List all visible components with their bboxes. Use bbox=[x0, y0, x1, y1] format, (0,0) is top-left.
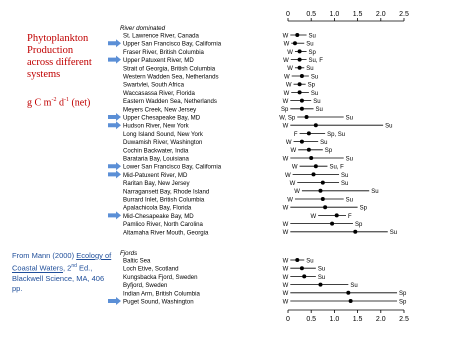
value-dot bbox=[295, 258, 299, 262]
x-tick-label: 2.5 bbox=[399, 11, 409, 18]
value-dot bbox=[305, 115, 309, 119]
value-dot bbox=[300, 266, 304, 270]
range-end-label: Su, F bbox=[329, 164, 344, 171]
range-start-label: W bbox=[282, 266, 289, 273]
units-base: g C m bbox=[27, 97, 52, 109]
site-label: Strait of Georgia, British Columbia bbox=[123, 65, 216, 73]
site-label: Baltic Sea bbox=[123, 257, 151, 265]
site-label: Byfjord, Sweden bbox=[123, 282, 168, 290]
highlight-arrow bbox=[108, 113, 121, 121]
range-end-label: Su bbox=[313, 99, 321, 105]
value-dot bbox=[321, 181, 325, 185]
site-label: Cochin Backwater, India bbox=[123, 147, 189, 155]
x-tick-label-bottom: 2.0 bbox=[375, 316, 386, 323]
range-end-label: Su bbox=[341, 172, 349, 179]
range-end-label: Su bbox=[306, 258, 314, 265]
range-end-label: Sp bbox=[399, 291, 407, 298]
value-dot bbox=[318, 189, 322, 193]
range-end-label: Sp bbox=[399, 299, 407, 306]
range-start-label: W bbox=[284, 172, 291, 179]
range-start-label: W bbox=[310, 213, 317, 220]
highlight-arrow bbox=[108, 211, 121, 219]
value-dot bbox=[323, 205, 327, 209]
x-tick-label: 0.5 bbox=[306, 11, 317, 18]
title-line: Phytoplankton bbox=[27, 33, 89, 44]
range-end-label: Sp bbox=[308, 49, 316, 56]
highlight-arrow bbox=[108, 56, 121, 64]
range-end-label: Sp bbox=[354, 222, 363, 228]
site-label: Puget Sound, Washington bbox=[123, 298, 194, 306]
range-end-label: Su bbox=[310, 90, 319, 97]
range-end-label: Su bbox=[306, 41, 314, 48]
range-start-label: W bbox=[290, 148, 297, 155]
range-start-label: W bbox=[282, 258, 289, 265]
site-label: Lower San Francisco Bay, California bbox=[123, 163, 222, 171]
value-dot bbox=[307, 148, 311, 152]
range-end-label: Su, F bbox=[308, 58, 323, 64]
value-dot bbox=[295, 33, 299, 37]
value-dot bbox=[346, 291, 350, 295]
site-label: Burrard Inlet, British Columbia bbox=[123, 196, 205, 204]
title-line: across different bbox=[27, 57, 92, 68]
range-start-label: W bbox=[282, 156, 289, 163]
range-start-label: W bbox=[287, 49, 293, 56]
range-end-label: Sp bbox=[324, 148, 333, 155]
range-start-label: W bbox=[285, 82, 292, 89]
site-label: Pamlico River, North Carolina bbox=[123, 221, 203, 229]
value-dot bbox=[318, 283, 322, 287]
range-start-label: W bbox=[289, 181, 296, 187]
site-label: Narragansett Bay, Rhode Island bbox=[123, 188, 210, 196]
x-tick-label-bottom: 2.5 bbox=[399, 316, 409, 323]
site-label: Eastern Wadden Sea, Netherlands bbox=[123, 98, 217, 106]
x-tick-label: 0 bbox=[286, 11, 290, 18]
range-end-label: Su bbox=[320, 140, 328, 146]
range-start-label: W bbox=[282, 283, 289, 289]
site-label: Western Wadden Sea, Netherlands bbox=[123, 73, 219, 81]
x-tick-label-bottom: 0 bbox=[286, 316, 290, 323]
range-end-label: Su bbox=[310, 74, 319, 81]
range-start-label: W bbox=[283, 41, 290, 48]
range-start-label: W bbox=[282, 230, 289, 237]
range-start-label: W bbox=[291, 164, 298, 171]
x-tick-label: 1.5 bbox=[352, 11, 363, 18]
value-dot bbox=[330, 222, 334, 226]
range-end-label: Su bbox=[315, 107, 323, 114]
site-label: Fraser River, British Columbia bbox=[123, 48, 204, 56]
site-label: Barataria Bay, Louisiana bbox=[123, 155, 189, 163]
range-end-label: Su bbox=[371, 189, 379, 196]
site-label: Raritan Bay, New Jersey bbox=[123, 180, 190, 188]
value-dot bbox=[312, 172, 316, 176]
site-label: Long Island Sound, New York bbox=[123, 130, 203, 138]
highlight-arrow bbox=[108, 170, 121, 178]
site-label: Meyers Creek, New Jersey bbox=[123, 106, 197, 114]
value-dot bbox=[298, 66, 302, 70]
value-dot bbox=[293, 41, 297, 45]
range-start-label: W bbox=[287, 197, 293, 204]
site-label: Waccasassa River, Florida bbox=[123, 89, 195, 97]
range-start-label: Sp bbox=[280, 107, 289, 114]
units-day: d bbox=[56, 97, 64, 109]
site-label: Duwamish River, Washington bbox=[123, 139, 203, 147]
range-end-label: F bbox=[348, 213, 352, 220]
range-start-label: W bbox=[283, 58, 289, 64]
site-label: Swartvlei, South Africa bbox=[123, 81, 184, 89]
value-dot bbox=[309, 156, 313, 160]
citation-edition: , 2 bbox=[63, 263, 72, 273]
units-exp-d: -1 bbox=[63, 97, 69, 103]
range-end-label: Su bbox=[306, 66, 314, 73]
range-start-label: W bbox=[285, 140, 292, 146]
x-tick-label-bottom: 1.0 bbox=[329, 316, 340, 323]
range-end-label: Su bbox=[341, 181, 349, 187]
site-label: Mid-Chesapeake Bay, MD bbox=[123, 212, 194, 220]
value-dot bbox=[321, 197, 325, 201]
units-exp-m: -2 bbox=[51, 97, 57, 103]
value-dot bbox=[298, 58, 302, 62]
highlight-arrow bbox=[108, 39, 121, 47]
value-dot bbox=[314, 164, 318, 168]
value-dot bbox=[353, 230, 357, 234]
range-start-label: W bbox=[282, 274, 289, 281]
x-tick-label-bottom: 0.5 bbox=[306, 316, 317, 323]
highlight-arrow bbox=[108, 297, 121, 305]
range-start-label: W bbox=[282, 222, 289, 228]
range-end-label: Su bbox=[389, 230, 398, 237]
range-start-label: W bbox=[282, 99, 289, 105]
range-start-label: W bbox=[283, 90, 290, 97]
range-end-label: Su bbox=[345, 156, 354, 163]
site-label: Altamaha River Mouth, Georgia bbox=[123, 229, 209, 237]
value-dot bbox=[298, 82, 302, 86]
group-label: River dominated bbox=[120, 25, 166, 32]
range-end-label: Su bbox=[308, 33, 316, 40]
range-end-label: Su bbox=[350, 283, 358, 289]
range-start-label: W bbox=[284, 74, 290, 81]
range-start-label: W bbox=[282, 291, 289, 298]
site-label: Upper Patuxent River, MD bbox=[123, 57, 194, 65]
value-dot bbox=[314, 123, 318, 127]
range-end-label: Su bbox=[317, 266, 326, 273]
group-label: Fjords bbox=[120, 250, 138, 257]
x-tick-label: 2.0 bbox=[375, 11, 386, 18]
title-line: Production bbox=[27, 45, 74, 56]
range-start-label: W, Sp bbox=[279, 115, 296, 122]
site-label: Kungsbacka Fjord, Sweden bbox=[123, 273, 198, 281]
value-dot bbox=[300, 74, 304, 78]
value-dot bbox=[300, 140, 304, 144]
value-dot bbox=[300, 99, 304, 103]
site-label: Apalachicola Bay, Florida bbox=[123, 204, 192, 212]
site-label: Upper Chesapeake Bay, MD bbox=[123, 114, 201, 122]
value-dot bbox=[307, 131, 311, 135]
title-line: systems bbox=[27, 69, 61, 80]
range-start-label: W bbox=[294, 189, 300, 196]
units-tail: (net) bbox=[68, 97, 91, 109]
range-start-label: W bbox=[282, 205, 289, 212]
range-start-label: W bbox=[282, 299, 289, 306]
citation-publisher: Ed., Blackwell Science, MA, 406 pp. bbox=[12, 263, 105, 293]
range-end-label: Su bbox=[385, 123, 393, 130]
value-dot bbox=[302, 274, 306, 278]
value-dot bbox=[349, 299, 353, 303]
range-start-label: W bbox=[282, 33, 289, 40]
range-end-label: Su bbox=[317, 274, 326, 281]
highlight-arrow bbox=[108, 121, 121, 129]
site-label: Loch Etive, Scotland bbox=[123, 265, 179, 273]
value-dot bbox=[298, 49, 302, 53]
citation-sup: nd bbox=[71, 263, 77, 269]
range-end-label: Su bbox=[345, 197, 354, 204]
citation-link[interactable]: Ecology of Coastal Waters bbox=[12, 251, 112, 273]
value-dot bbox=[300, 107, 304, 111]
range-start-label: W bbox=[282, 123, 289, 130]
range-end-label: Sp bbox=[307, 82, 315, 89]
site-label: Mid-Patuxent River, MD bbox=[123, 171, 188, 179]
range-start-label: W bbox=[287, 66, 293, 73]
range-end-label: Sp, Su bbox=[327, 131, 346, 138]
citation-prefix: From Mann (2000) bbox=[12, 251, 77, 260]
range-end-label: Su bbox=[345, 115, 354, 122]
value-dot bbox=[298, 90, 302, 94]
site-label: Upper San Francisco Bay, California bbox=[123, 40, 222, 48]
x-tick-label-bottom: 1.5 bbox=[352, 316, 363, 323]
range-start-label: F bbox=[293, 131, 298, 138]
site-label: Hudson River, New York bbox=[123, 122, 189, 130]
highlight-arrow bbox=[108, 162, 121, 170]
site-label: Indian Arm, British Columbia bbox=[123, 290, 200, 298]
site-label: St. Lawrence River, Canada bbox=[123, 32, 199, 40]
range-end-label: Sp bbox=[359, 205, 367, 212]
value-dot bbox=[335, 213, 339, 217]
x-tick-label: 1.0 bbox=[329, 11, 340, 18]
